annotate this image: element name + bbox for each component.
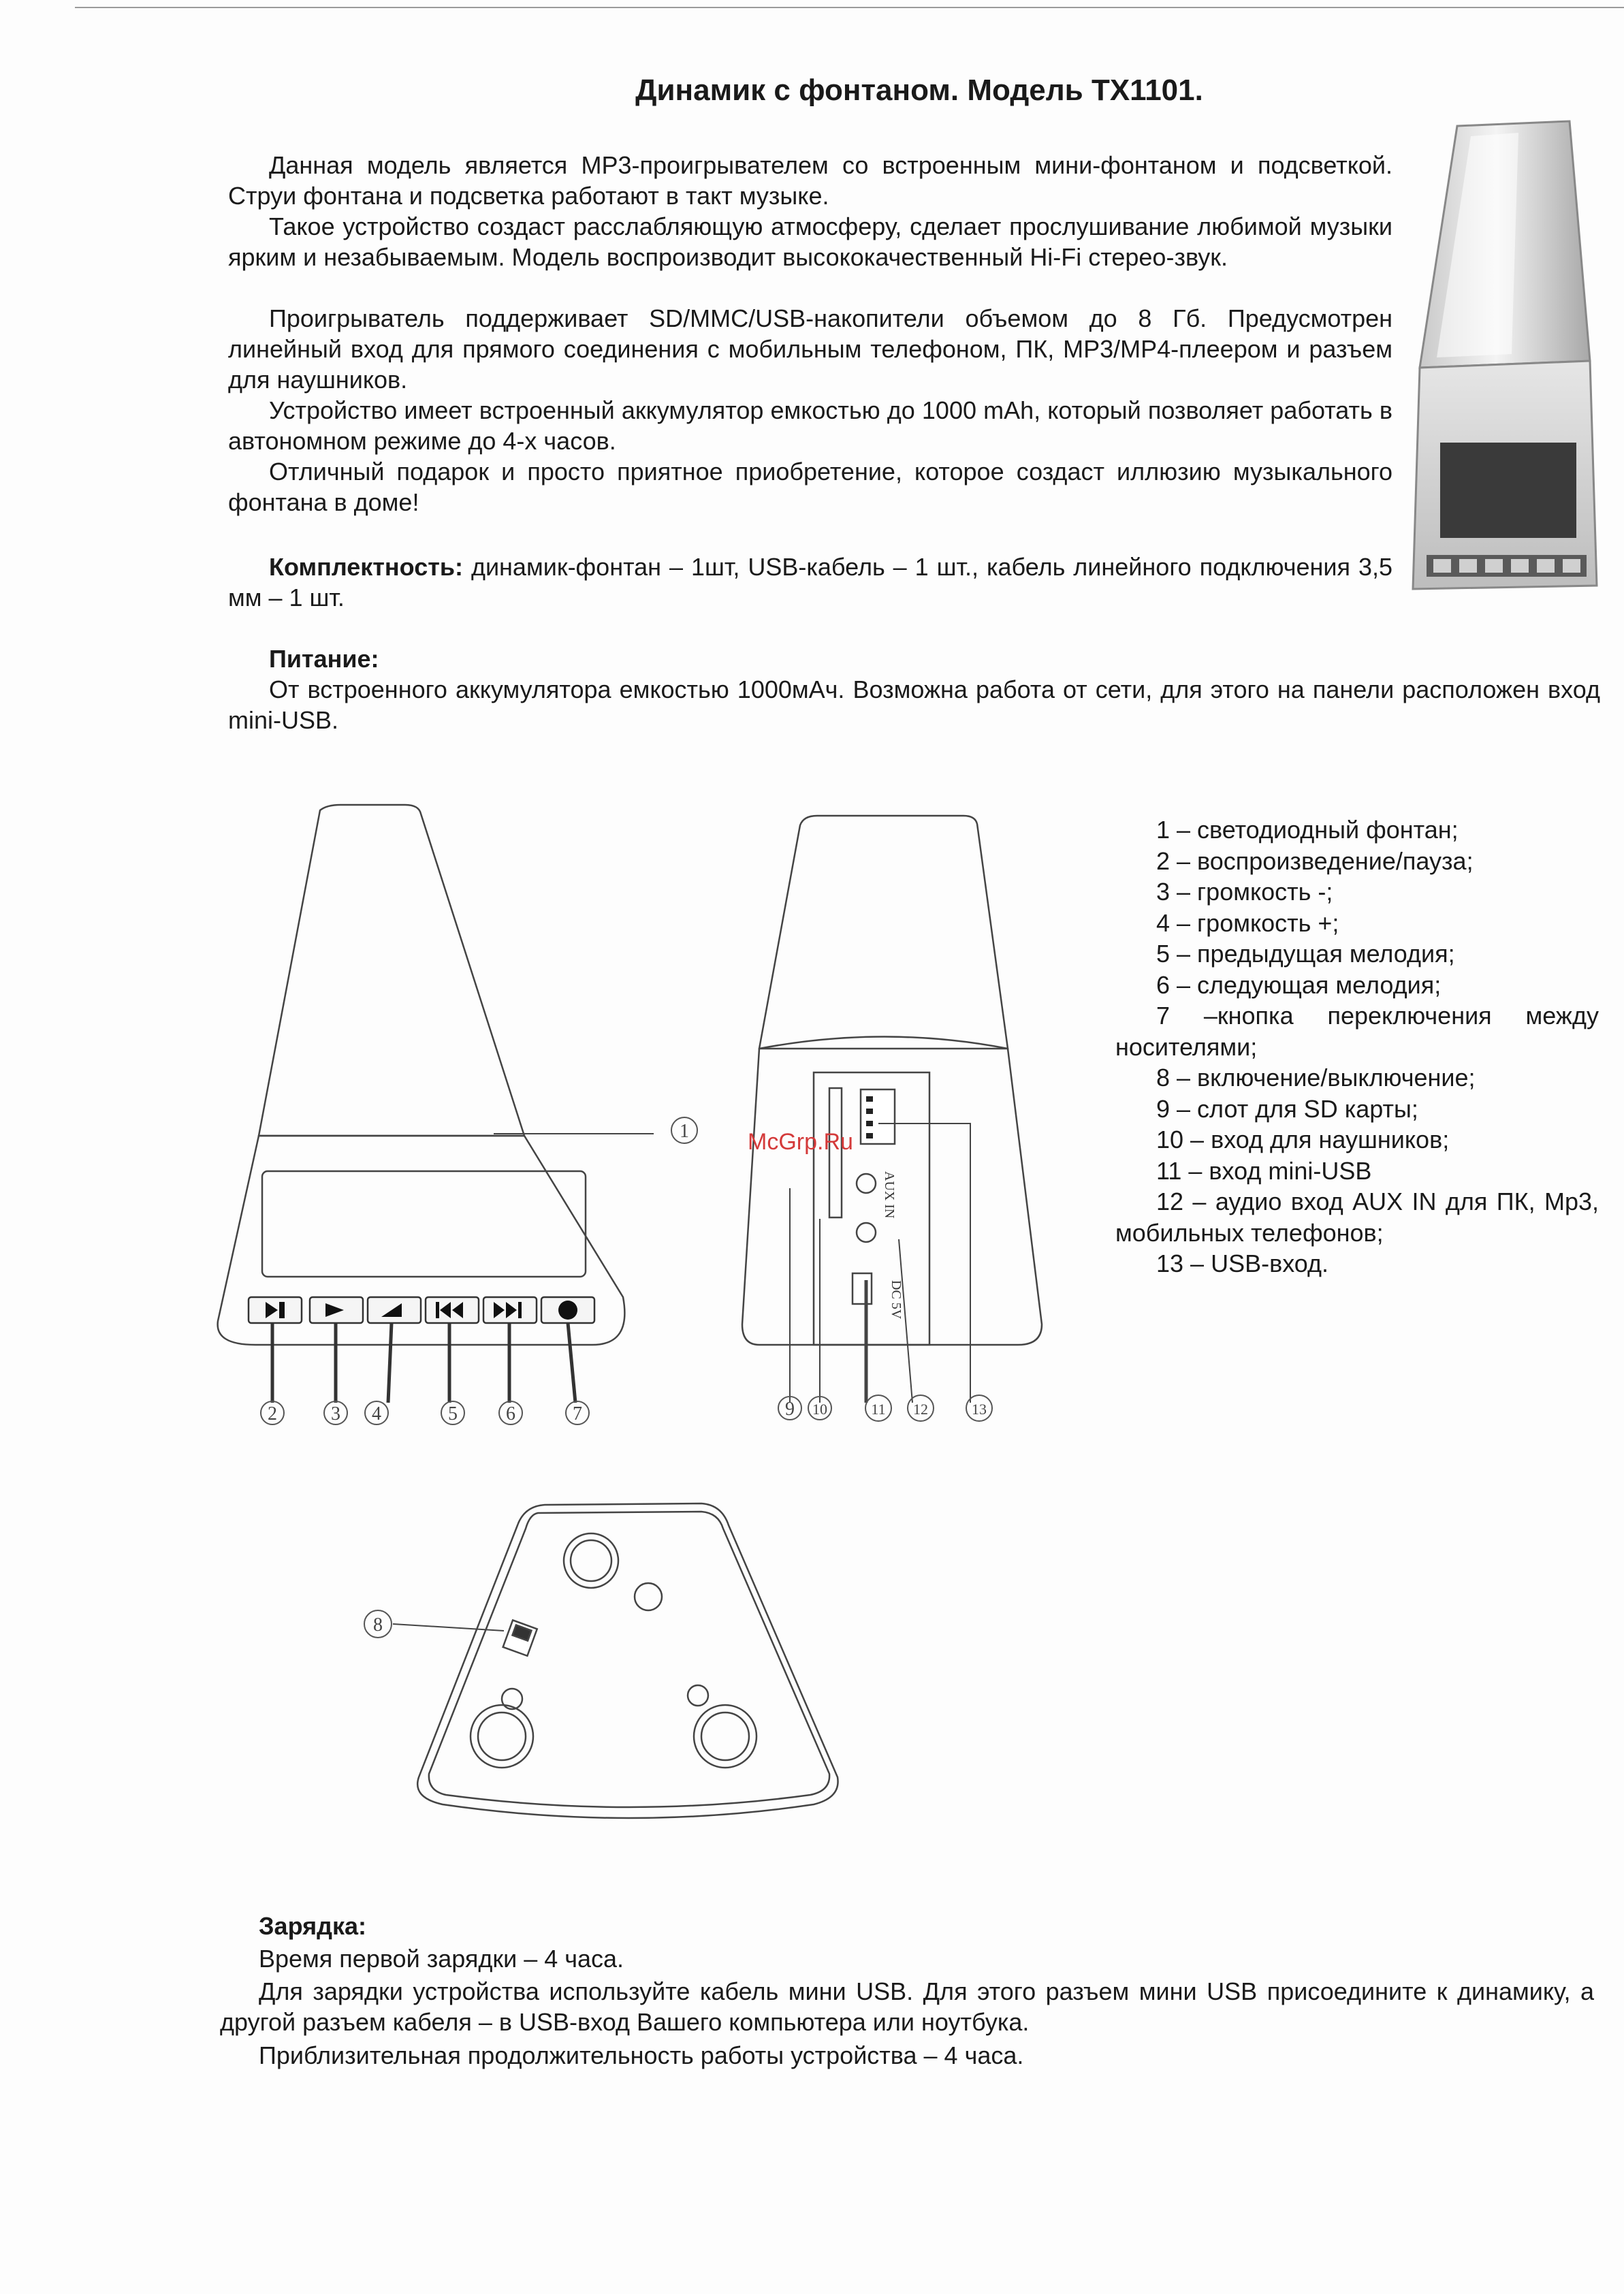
parts-legend: [1115, 814, 1599, 1279]
dc5v-label: DC 5V: [889, 1280, 904, 1320]
callout-6: 6: [506, 1403, 515, 1424]
intro-paragraph-3: Проигрыватель поддерживает SD/MMC/USB-накопители объемом до 8 Гб. Предусмотрен линейный вход для прямого соединения с мобильным телефоном, ПК, MP3/MP4-плеером и разъем для наушников.: [228, 304, 1392, 394]
legend-item: 2 – воспроизведение/пауза;: [1156, 846, 1474, 875]
legend-item: 5 – предыдущая мелодия;: [1156, 940, 1455, 968]
callout-4: 4: [372, 1403, 381, 1424]
legend-item: 10 – вход для наушников;: [1156, 1126, 1450, 1153]
back-leader-lines: [790, 1124, 970, 1403]
callout-3: 3: [331, 1403, 340, 1424]
intro-paragraph-1: Данная модель является MP3-проигрывателем со встроенным мини-фонтаном и подсветкой. Струи фонтана и подсветка работают в такт музыке.: [228, 151, 1392, 210]
legend-item: 9 – слот для SD карты;: [1156, 1094, 1418, 1123]
charging-line-2: Для зарядки устройства используйте кабель мини USB. Для этого разъем мини USB присоедините к динамику, а другой разъем кабеля – в USB-вход Вашего компьютера или ноутбука.: [220, 1977, 1594, 2036]
legend-item: 8 – включение/выключение;: [1156, 1064, 1476, 1092]
callout-1: 1: [680, 1121, 689, 1142]
front-control-buttons: [249, 1297, 594, 1403]
power-text: От встроенного аккумулятора емкостью 1000мАч. Возможна работа от сети, для этого на панели расположен вход mini-USB.: [228, 675, 1600, 734]
page-title: Динамик с фонтаном. Модель TX1101.: [635, 74, 1203, 107]
intro-paragraph-2: Такое устройство создаст расслабляющую атмосферу, сделает прослушивание любимой музыки ярким и незабываемым. Модель воспроизводит высококачественный Hi-Fi стерео-звук.: [228, 212, 1392, 271]
kit-label: Комплектность:: [269, 553, 463, 581]
legend-item: 12 – аудио вход AUX IN для ПК, Mp3, мобильных телефонов;: [1115, 1188, 1599, 1247]
legend-item: 1 – светодиодный фонтан;: [1156, 816, 1459, 844]
charging-heading: Зарядка:: [259, 1912, 366, 1940]
intro-paragraph-5: Отличный подарок и просто приятное приобретение, которое создаст иллюзию музыкального фонтана в доме!: [228, 458, 1392, 516]
bottom-callouts: [364, 1610, 392, 1638]
bottom-view-diagram: [393, 1503, 838, 1818]
product-photo: [1413, 121, 1597, 589]
callout-7: 7: [573, 1403, 582, 1424]
charging-line-1: Время первой зарядки – 4 часа.: [259, 1945, 624, 1973]
callout-13: 13: [972, 1401, 987, 1418]
callout-11: 11: [871, 1401, 886, 1418]
legend-item: 3 – громкость -;: [1156, 878, 1333, 906]
callout-5: 5: [448, 1403, 458, 1424]
watermark-text: McGrp.Ru: [748, 1129, 853, 1155]
legend-item: 11 – вход mini-USB: [1156, 1156, 1372, 1185]
front-callouts: [261, 1117, 697, 1424]
callout-10: 10: [812, 1401, 827, 1418]
back-callouts: [778, 1395, 992, 1421]
aux-in-label: AUX IN: [882, 1171, 897, 1219]
back-port-labels: [882, 1171, 904, 1320]
callout-9: 9: [785, 1399, 795, 1420]
legend-item: 4 – громкость +;: [1156, 908, 1339, 937]
callout-8: 8: [373, 1614, 383, 1636]
callout-2: 2: [268, 1403, 277, 1424]
front-view-diagram: [218, 805, 654, 1345]
power-heading: Питание:: [269, 645, 379, 673]
legend-item: 13 – USB-вход.: [1156, 1249, 1329, 1277]
kit-text: динамик-фонтан – 1шт, USB-кабель – 1 шт., кабель линейного подключения 3,5 мм – 1 шт.: [228, 553, 1392, 611]
intro-paragraph-4: Устройство имеет встроенный аккумулятор емкостью до 1000 mAh, который позволяет работать в автономном режиме до 4-х часов.: [228, 396, 1392, 455]
legend-item: 7 –кнопка переключения между носителями;: [1115, 1002, 1599, 1061]
back-view-diagram: [742, 816, 1042, 1345]
legend-item: 6 – следующая мелодия;: [1156, 970, 1442, 999]
charging-line-3: Приблизительная продолжительность работы устройства – 4 часа.: [259, 2041, 1024, 2069]
callout-12: 12: [913, 1401, 928, 1418]
